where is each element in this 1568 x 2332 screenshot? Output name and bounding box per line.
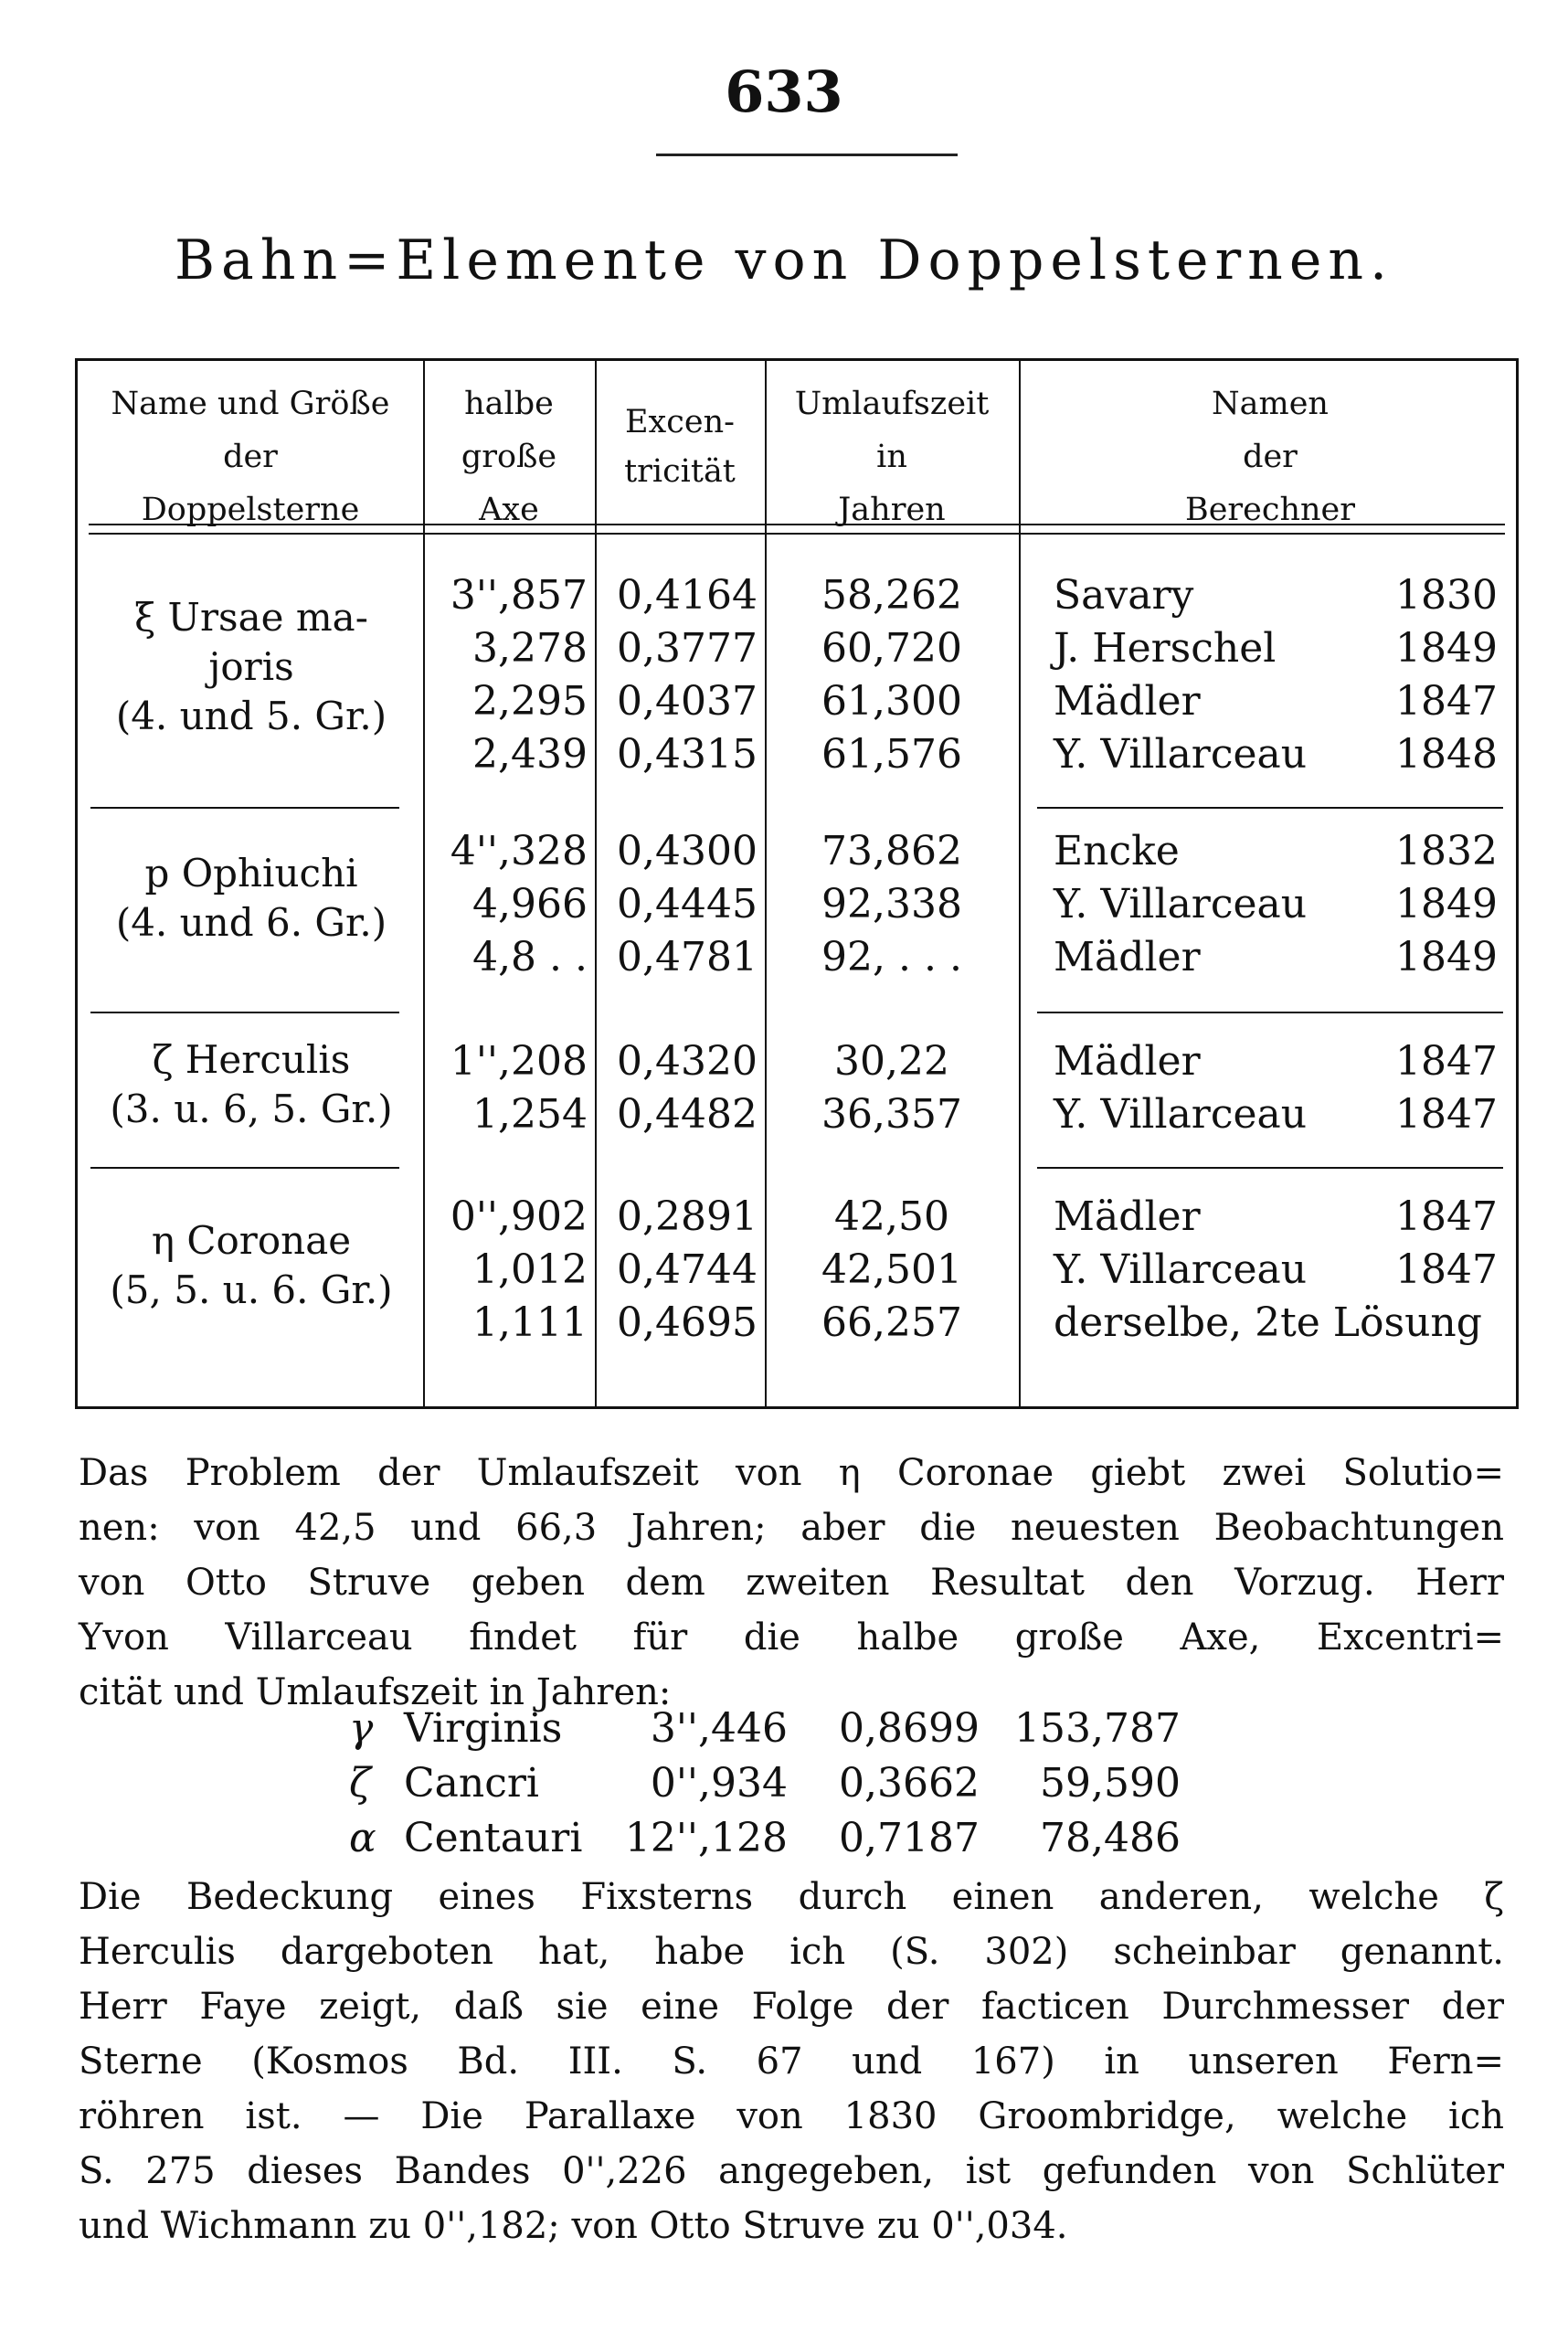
text-line: von Otto Struve geben dem zweiten Resultat den Vorzug. Herr	[79, 1562, 1504, 1604]
group-separator	[90, 807, 399, 809]
computers-cell	[1054, 1191, 1498, 1350]
computer-row	[1054, 728, 1498, 781]
computer-row	[1054, 1244, 1498, 1297]
computation-year: 1832	[1395, 828, 1498, 874]
computer-row	[1054, 931, 1498, 984]
star-line: joris	[208, 644, 294, 689]
header-line: Doppelsterne	[141, 492, 360, 528]
axis-value: 4,8 . .	[472, 934, 588, 980]
text-line: und Wichmann zu 0'',182; von Otto Struve zu 0'',034.	[79, 2205, 1068, 2247]
header-line: große	[461, 439, 557, 475]
header-line: Jahren	[838, 492, 946, 528]
axis-value: 0'',902	[450, 1193, 588, 1240]
star-line: η Coronae	[151, 1218, 352, 1263]
period-cell	[765, 1035, 1019, 1141]
eccentricity-value: 0,2891	[617, 1193, 758, 1240]
axis-cell	[423, 1191, 588, 1350]
eccentricity-cell	[595, 1035, 758, 1141]
period-cell	[765, 1191, 1019, 1350]
group-separator	[90, 1167, 399, 1169]
page-number: 633	[725, 58, 843, 125]
group-separator	[1037, 1012, 1503, 1013]
computer-row	[1054, 1088, 1498, 1141]
text-line: nen: von 42,5 und 66,3 Jahren; aber die neuesten Beobachtungen	[79, 1507, 1504, 1549]
star-line: p Ophiuchi	[144, 851, 358, 896]
computation-year: 1830	[1395, 572, 1498, 619]
computer-name: Encke	[1054, 828, 1180, 874]
period-value: 59,590	[1040, 1760, 1181, 1807]
period-value: 58,262	[821, 572, 962, 619]
header-line: Umlaufszeit	[794, 386, 990, 422]
star-name-cell	[83, 1035, 419, 1134]
text-line: Sterne (Kosmos Bd. III. S. 67 und 167) in unseren Fern=	[79, 2040, 1504, 2083]
star-line: ζ Herculis	[152, 1037, 351, 1082]
paragraph-occultation	[79, 1870, 1504, 2253]
eccentricity-value: 0,3777	[617, 625, 758, 672]
star-name-cell	[83, 1216, 419, 1315]
computer-row	[1054, 1035, 1498, 1088]
star-line: (5, 5. u. 6. Gr.)	[110, 1267, 393, 1312]
eccentricity-cell	[595, 569, 758, 781]
star-line: (3. u. 6, 5. Gr.)	[110, 1086, 393, 1131]
computer-name: Y. Villarceau	[1054, 1091, 1308, 1138]
computer-name: derselbe, 2te Lösung	[1054, 1299, 1482, 1346]
axis-value: 3,278	[472, 625, 588, 672]
computer-name: J. Herschel	[1054, 625, 1277, 672]
star-name-cell	[83, 849, 419, 948]
computation-year: 1847	[1395, 1193, 1498, 1240]
text-line: Herr Faye zeigt, daß sie eine Folge der facticen Durchmesser der	[79, 1986, 1504, 2028]
period-value: 66,257	[821, 1299, 962, 1346]
greek-letter: γ	[349, 1705, 374, 1752]
axis-value: 0'',934	[650, 1760, 788, 1807]
text-line: cität und Umlaufszeit in Jahren:	[79, 1671, 672, 1713]
computer-row	[1054, 569, 1498, 622]
computer-name: Mädler	[1054, 678, 1201, 725]
eccentricity-value: 0,4695	[617, 1299, 758, 1346]
axis-value: 2,439	[472, 731, 588, 778]
axis-value: 3'',446	[650, 1705, 788, 1752]
eccentricity-cell	[595, 1191, 758, 1350]
computation-year: 1849	[1395, 881, 1498, 928]
axis-value: 4'',328	[450, 828, 588, 874]
header-computers	[1019, 377, 1521, 536]
star-name: Virginis	[404, 1705, 563, 1752]
eccentricity-value: 0,4164	[617, 572, 758, 619]
star-name-cell	[83, 593, 419, 741]
computer-name: Y. Villarceau	[1054, 881, 1308, 928]
eccentricity-value: 0,8699	[839, 1705, 980, 1752]
paragraph-period-problem	[79, 1446, 1504, 1720]
computation-year: 1849	[1395, 934, 1498, 980]
computation-year: 1849	[1395, 625, 1498, 672]
header-eccentricity	[595, 398, 765, 496]
computer-row	[1054, 675, 1498, 728]
text-line: Yvon Villarceau findet für die halbe große Axe, Excentri=	[79, 1616, 1504, 1659]
header-line: halbe	[464, 386, 554, 422]
header-line: Namen	[1212, 386, 1329, 422]
header-line: Axe	[479, 492, 539, 528]
period-value: 78,486	[1040, 1815, 1181, 1861]
eccentricity-value: 0,4315	[617, 731, 758, 778]
computer-row	[1054, 622, 1498, 675]
computer-row	[1054, 1297, 1498, 1350]
eccentricity-value: 0,4320	[617, 1038, 758, 1085]
computer-name: Y. Villarceau	[1054, 1246, 1308, 1293]
axis-cell	[423, 569, 588, 781]
villarceau-elements-list	[349, 1701, 1181, 1866]
computation-year: 1848	[1395, 731, 1498, 778]
eccentricity-value: 0,4300	[617, 828, 758, 874]
computer-name: Mädler	[1054, 934, 1201, 980]
computers-cell	[1054, 1035, 1498, 1141]
header-star-name	[78, 377, 423, 536]
eccentricity-value: 0,4781	[617, 934, 758, 980]
computer-row	[1054, 878, 1498, 931]
axis-value: 3'',857	[450, 572, 588, 619]
period-value: 92,338	[821, 881, 962, 928]
greek-letter: ζ	[349, 1760, 371, 1807]
header-line: Name und Größe	[111, 386, 390, 422]
star-line: ξ Ursae ma-	[134, 595, 368, 640]
axis-value: 1,111	[472, 1299, 588, 1346]
star-line: (4. und 5. Gr.)	[115, 694, 387, 738]
computers-cell	[1054, 825, 1498, 984]
computer-row	[1054, 1191, 1498, 1244]
text-line: röhren ist. — Die Parallaxe von 1830 Groombridge, welche ich	[79, 2095, 1504, 2137]
eccentricity-value: 0,3662	[839, 1760, 980, 1807]
group-separator	[90, 1012, 399, 1013]
orbit-elements-table	[75, 358, 1519, 1409]
header-line: der	[223, 439, 278, 475]
axis-value: 1,254	[472, 1091, 588, 1138]
header-line: der	[1243, 439, 1298, 475]
computer-name: Mädler	[1054, 1193, 1201, 1240]
header-line: Excen-	[625, 404, 735, 440]
eccentricity-value: 0,4482	[617, 1091, 758, 1138]
eccentricity-value: 0,4445	[617, 881, 758, 928]
period-cell	[765, 825, 1019, 984]
header-line: tricität	[624, 453, 736, 490]
period-value: 36,357	[821, 1091, 962, 1138]
computer-name: Y. Villarceau	[1054, 731, 1308, 778]
computer-name: Mädler	[1054, 1038, 1201, 1085]
period-value: 42,501	[821, 1246, 962, 1293]
page-title: Bahn=Elemente von Doppelsternen.	[174, 228, 1394, 292]
villarceau-row	[349, 1811, 1181, 1866]
period-value: 61,300	[821, 678, 962, 725]
star-name: Cancri	[404, 1760, 539, 1807]
axis-cell	[423, 1035, 588, 1141]
greek-letter: α	[349, 1815, 376, 1861]
header-line: in	[876, 439, 907, 475]
text-line: Herculis dargeboten hat, habe ich (S. 302) scheinbar genannt.	[79, 1931, 1504, 1973]
header-period	[765, 377, 1019, 536]
villarceau-row	[349, 1701, 1181, 1756]
star-line: (4. und 6. Gr.)	[115, 900, 387, 945]
period-value: 73,862	[821, 828, 962, 874]
axis-value: 1'',208	[450, 1038, 588, 1085]
computation-year: 1847	[1395, 1091, 1498, 1138]
period-value: 42,50	[834, 1193, 949, 1240]
computation-year: 1847	[1395, 1246, 1498, 1293]
header-line: Berechner	[1184, 492, 1355, 528]
computer-name: Savary	[1054, 572, 1194, 619]
star-name: Centauri	[404, 1815, 583, 1861]
eccentricity-cell	[595, 825, 758, 984]
axis-value: 2,295	[472, 678, 588, 725]
text-line: S. 275 dieses Bandes 0'',226 angegeben, ist gefunden von Schlüter	[79, 2150, 1504, 2192]
period-value: 92, . . .	[821, 934, 962, 980]
eccentricity-value: 0,4744	[617, 1246, 758, 1293]
computer-row	[1054, 825, 1498, 878]
computation-year: 1847	[1395, 1038, 1498, 1085]
period-value: 60,720	[821, 625, 962, 672]
group-separator	[1037, 807, 1503, 809]
period-value: 153,787	[1014, 1705, 1181, 1752]
eccentricity-value: 0,7187	[839, 1815, 980, 1861]
text-line: Das Problem der Umlaufszeit von η Coronae giebt zwei Solutio=	[79, 1452, 1504, 1494]
computers-cell	[1054, 569, 1498, 781]
villarceau-row	[349, 1756, 1181, 1811]
axis-value: 12'',128	[624, 1815, 788, 1861]
header-semi-major-axis	[423, 377, 595, 536]
eccentricity-value: 0,4037	[617, 678, 758, 725]
period-value: 61,576	[821, 731, 962, 778]
axis-value: 1,012	[472, 1246, 588, 1293]
axis-value: 4,966	[472, 881, 588, 928]
computation-year: 1847	[1395, 678, 1498, 725]
axis-cell	[423, 825, 588, 984]
period-cell	[765, 569, 1019, 781]
period-value: 30,22	[834, 1038, 949, 1085]
header-rule	[656, 154, 958, 156]
text-line: Die Bedeckung eines Fixsterns durch einen anderen, welche ζ	[79, 1876, 1504, 1918]
group-separator	[1037, 1167, 1503, 1169]
